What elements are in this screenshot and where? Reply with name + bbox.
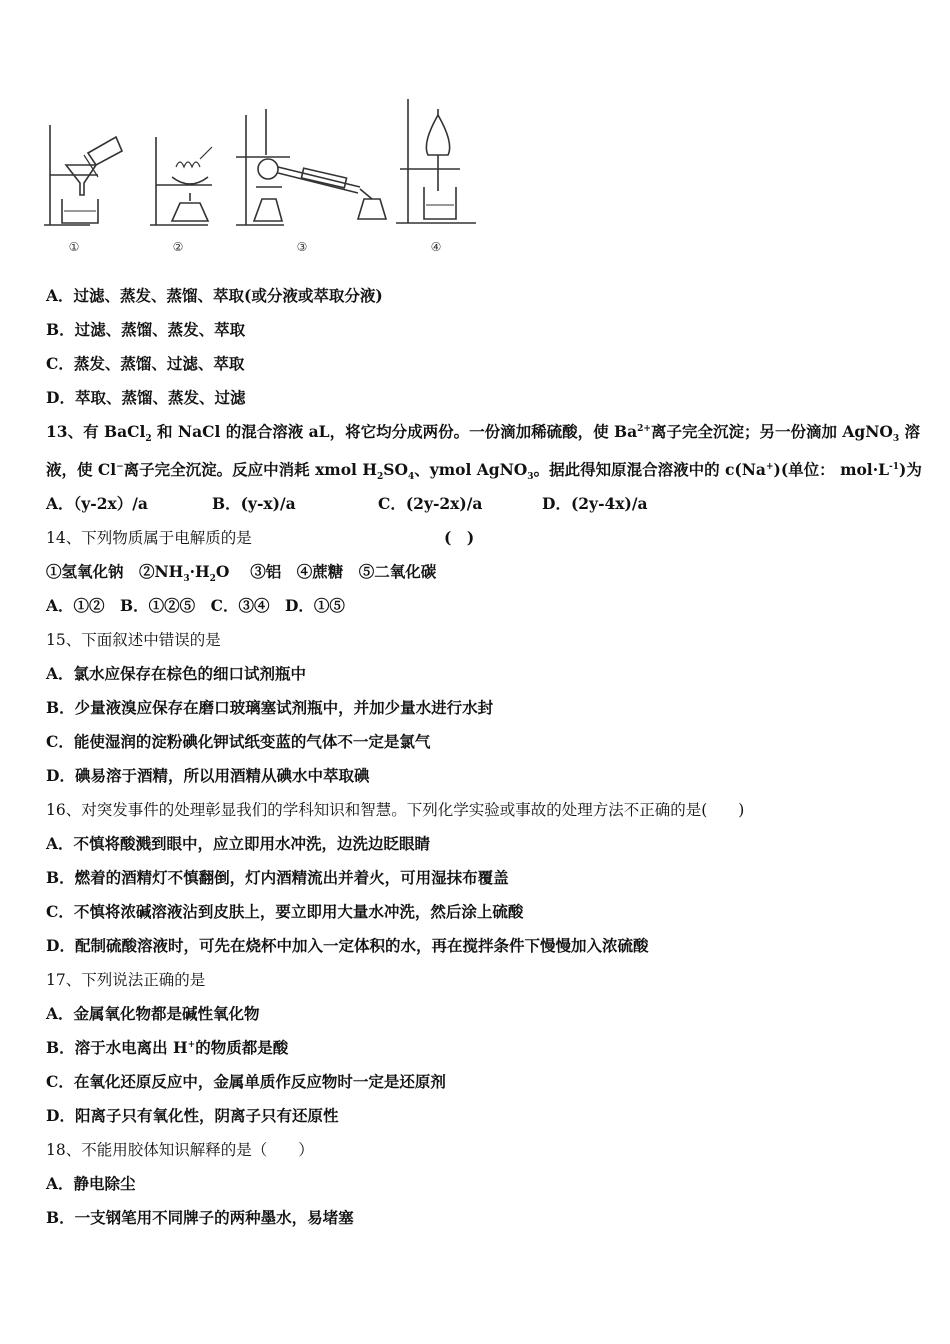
q12-option-d: D．萃取、蒸馏、蒸发、过滤 — [46, 388, 246, 407]
q18-option-b: B．一支钢笔用不同牌子的两种墨水，易堵塞 — [46, 1208, 354, 1227]
q16-option-a: A．不慎将酸溅到眼中，应立即用水冲洗，边洗边眨眼睛 — [46, 834, 431, 853]
q16-option-c: C．不慎将浓碱溶液沾到皮肤上，要立即用大量水冲洗，然后涂上硫酸 — [46, 902, 524, 921]
separatory-funnel-apparatus — [396, 99, 476, 223]
q17-option-a: A．金属氧化物都是碱性氧化物 — [46, 1004, 260, 1023]
q12-option-b: B．过滤、蒸馏、蒸发、萃取 — [46, 320, 246, 339]
figure-label-4: ④ — [430, 240, 442, 254]
q13-stem-line2: 液，使 Cl−离子完全沉淀。反应中消耗 xmol $H_2SO_4$、ymol AgNO$_3$。据此得知原混合溶液中的 c(Na+)(单位： $mol\cdot L^{-1}$)为 — [46, 460, 922, 483]
figure-label-2: ② — [172, 240, 184, 254]
q15-stem: 15、下面叙述中错误的是 — [46, 631, 221, 649]
apparatus-figure — [40, 95, 490, 265]
q16-stem: 16、对突发事件的处理彰显我们的学科知识和智慧。下列化学实验或事故的处理方法不正确的是( ) — [46, 801, 745, 819]
q17-option-d: D．阳离子只有氧化性，阴离子只有还原性 — [46, 1106, 339, 1125]
q17-stem: 17、下列说法正确的是 — [46, 971, 206, 989]
distillation-apparatus — [236, 109, 386, 225]
evaporation-apparatus — [150, 137, 212, 225]
q15-option-b: B．少量液溴应保存在磨口玻璃塞试剂瓶中，并加少量水进行水封 — [46, 698, 494, 717]
q16-option-d: D．配制硫酸溶液时，可先在烧杯中加入一定体积的水，再在搅拌条件下慢慢加入浓硫酸 — [46, 936, 649, 955]
figure-label-3: ③ — [296, 240, 308, 254]
q15-option-a: A．氯水应保存在棕色的细口试剂瓶中 — [46, 664, 307, 683]
q14-options: A．①② B．①②⑤ C．③④ D．①⑤ — [46, 596, 345, 615]
q12-option-c: C．蒸发、蒸馏、过滤、萃取 — [46, 354, 245, 373]
q14-answer-paren: ( ) — [444, 528, 475, 547]
filtration-apparatus — [44, 125, 122, 225]
q17-option-c: C．在氧化还原反应中，金属单质作反应物时一定是还原剂 — [46, 1072, 446, 1091]
q13-stem-line1: 13、有 BaCl$_2$ 和 NaCl 的混合溶液 aL，将它均分成两份。一份滴加稀硫酸，使 $Ba^{2+}$离子完全沉淀；另一份滴加 AgNO$_3$ 溶 — [46, 422, 921, 445]
q13-option-c: C．(2y-2x)/a — [378, 494, 483, 513]
q16-option-b: B．燃着的酒精灯不慎翻倒，灯内酒精流出并着火，可用湿抹布覆盖 — [46, 868, 509, 887]
figure-label-1: ① — [68, 240, 80, 254]
q14-stem: 14、下列物质属于电解质的是 — [46, 529, 252, 547]
q18-option-a: A．静电除尘 — [46, 1174, 136, 1193]
q15-option-d: D．碘易溶于酒精，所以用酒精从碘水中萃取碘 — [46, 766, 370, 785]
q15-option-c: C．能使湿润的淀粉碘化钾试纸变蓝的气体不一定是氯气 — [46, 732, 431, 751]
q13-option-a: A．（y-2x）/a — [46, 494, 148, 513]
q17-option-b: B．溶于水电离出 H+的物质都是酸 — [46, 1038, 289, 1057]
q14-items: ①氢氧化钠 $②NH_3\cdot H_2O$ ③铝 ④蔗糖 ⑤二氧化碳 — [46, 562, 437, 585]
q13-option-b: B．(y-x)/a — [212, 494, 296, 513]
q12-option-a: A．过滤、蒸发、蒸馏、萃取(或分液或萃取分液) — [46, 286, 383, 305]
q18-stem: 18、不能用胶体知识解释的是（ ） — [46, 1141, 314, 1159]
q13-option-d: D．(2y-4x)/a — [542, 494, 648, 513]
